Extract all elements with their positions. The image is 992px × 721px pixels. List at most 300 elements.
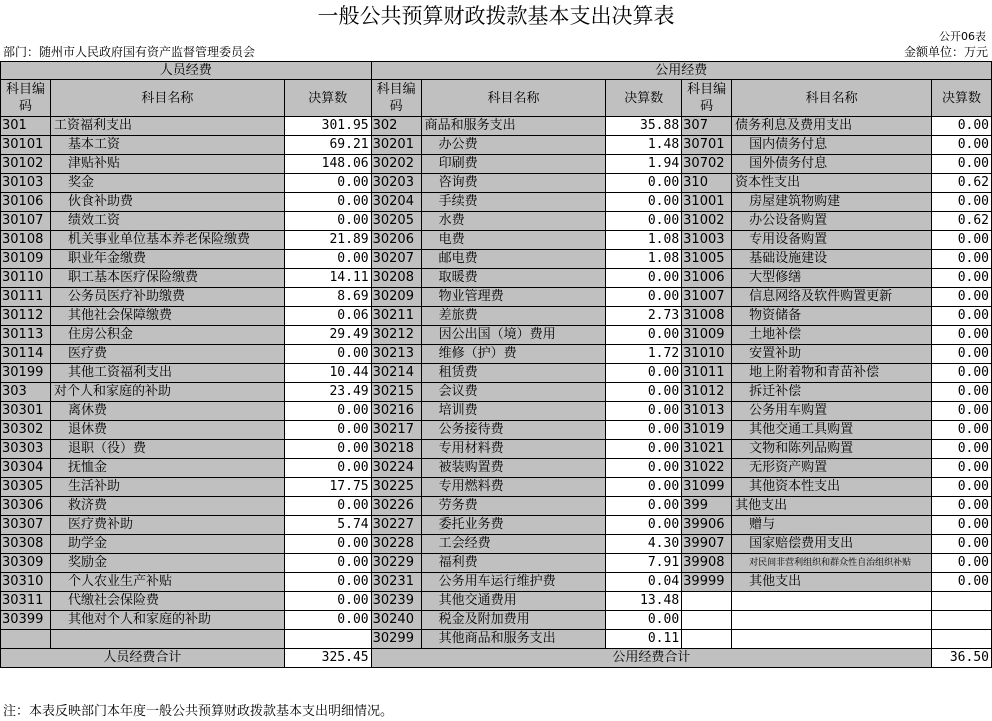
subject-name: 因公出国（境）费用 bbox=[421, 326, 606, 345]
amount-value: 0.00 bbox=[932, 288, 992, 307]
amount-value: 1.48 bbox=[606, 136, 682, 155]
subject-code: 30701 bbox=[682, 136, 732, 155]
subject-code: 30227 bbox=[371, 516, 421, 535]
amount-value: 148.06 bbox=[284, 155, 371, 174]
subject-code: 30240 bbox=[371, 611, 421, 630]
subject-code: 31022 bbox=[682, 459, 732, 478]
amount-value: 0.00 bbox=[932, 573, 992, 592]
subject-code: 31008 bbox=[682, 307, 732, 326]
amount-value: 0.00 bbox=[284, 611, 371, 630]
table-row bbox=[1, 383, 992, 402]
amount-value bbox=[932, 630, 992, 649]
name-header: 科目名称 bbox=[421, 80, 606, 117]
subject-code: 30211 bbox=[371, 307, 421, 326]
subject-code: 30301 bbox=[1, 402, 51, 421]
amount-value: 0.00 bbox=[606, 497, 682, 516]
table-row bbox=[1, 573, 992, 592]
table-row bbox=[1, 136, 992, 155]
amount-value: 0.00 bbox=[284, 440, 371, 459]
subject-code: 30103 bbox=[1, 174, 51, 193]
amount-value: 0.00 bbox=[606, 364, 682, 383]
subject-name: 其他工资福利支出 bbox=[50, 364, 284, 383]
amount-value: 0.00 bbox=[932, 554, 992, 573]
subject-code bbox=[682, 611, 732, 630]
subject-name: 工资福利支出 bbox=[50, 117, 284, 136]
subject-name: 拆迁补偿 bbox=[732, 383, 932, 402]
subject-code: 301 bbox=[1, 117, 51, 136]
subject-name: 信息网络及软件购置更新 bbox=[732, 288, 932, 307]
subject-name: 助学金 bbox=[50, 535, 284, 554]
subject-name: 资本性支出 bbox=[732, 174, 932, 193]
amount-value: 0.11 bbox=[606, 630, 682, 649]
subject-name: 其他支出 bbox=[732, 573, 932, 592]
form-code: 公开06表 bbox=[939, 30, 986, 43]
table-row bbox=[1, 155, 992, 174]
subject-code: 30202 bbox=[371, 155, 421, 174]
amount-value: 0.00 bbox=[932, 421, 992, 440]
subject-code: 31002 bbox=[682, 212, 732, 231]
amount-header: 决算数 bbox=[284, 80, 371, 117]
subject-code: 30216 bbox=[371, 402, 421, 421]
subject-name: 其他交通费用 bbox=[421, 592, 606, 611]
subject-code: 30205 bbox=[371, 212, 421, 231]
subject-name bbox=[732, 630, 932, 649]
subject-name: 救济费 bbox=[50, 497, 284, 516]
amount-value: 0.00 bbox=[932, 345, 992, 364]
subject-code: 303 bbox=[1, 383, 51, 402]
amount-value: 0.00 bbox=[932, 193, 992, 212]
amount-value: 0.06 bbox=[284, 307, 371, 326]
subject-code: 30305 bbox=[1, 478, 51, 497]
unit-label: 金额单位：万元 bbox=[903, 45, 988, 59]
amount-value: 1.08 bbox=[606, 231, 682, 250]
amount-value: 1.94 bbox=[606, 155, 682, 174]
subject-code: 30306 bbox=[1, 497, 51, 516]
subject-name: 土地补偿 bbox=[732, 326, 932, 345]
subject-name bbox=[732, 611, 932, 630]
amount-value: 35.88 bbox=[606, 117, 682, 136]
subject-code: 31011 bbox=[682, 364, 732, 383]
subject-code: 30224 bbox=[371, 459, 421, 478]
amount-value: 0.00 bbox=[932, 364, 992, 383]
subject-name: 机关事业单位基本养老保险缴费 bbox=[50, 231, 284, 250]
subject-code: 30215 bbox=[371, 383, 421, 402]
amount-value: 0.00 bbox=[606, 212, 682, 231]
amount-value: 0.00 bbox=[606, 174, 682, 193]
subject-name: 个人农业生产补贴 bbox=[50, 573, 284, 592]
amount-value: 0.00 bbox=[284, 459, 371, 478]
amount-value: 17.75 bbox=[284, 478, 371, 497]
table-row bbox=[1, 250, 992, 269]
amount-value: 0.00 bbox=[606, 383, 682, 402]
subject-code bbox=[682, 592, 732, 611]
amount-value: 0.62 bbox=[932, 174, 992, 193]
subject-code: 30107 bbox=[1, 212, 51, 231]
subject-code: 30225 bbox=[371, 478, 421, 497]
amount-value: 0.00 bbox=[606, 288, 682, 307]
subject-name: 退职（役）费 bbox=[50, 440, 284, 459]
table-row bbox=[1, 212, 992, 231]
subject-code: 30111 bbox=[1, 288, 51, 307]
subject-code: 31010 bbox=[682, 345, 732, 364]
amount-value: 1.72 bbox=[606, 345, 682, 364]
table-row bbox=[1, 174, 992, 193]
subject-code: 30213 bbox=[371, 345, 421, 364]
subject-code: 30309 bbox=[1, 554, 51, 573]
table-row bbox=[1, 288, 992, 307]
subject-code: 31019 bbox=[682, 421, 732, 440]
subject-name: 专用设备购置 bbox=[732, 231, 932, 250]
subject-code bbox=[682, 630, 732, 649]
subject-name: 商品和服务支出 bbox=[421, 117, 606, 136]
amount-value: 0.00 bbox=[932, 136, 992, 155]
amount-value: 0.00 bbox=[284, 535, 371, 554]
amount-header: 决算数 bbox=[932, 80, 992, 117]
code-header: 科目编码 bbox=[682, 80, 732, 117]
subject-name: 培训费 bbox=[421, 402, 606, 421]
table-row bbox=[1, 630, 992, 649]
table-row bbox=[1, 345, 992, 364]
subject-code: 30207 bbox=[371, 250, 421, 269]
subject-name: 其他社会保障缴费 bbox=[50, 307, 284, 326]
subject-name: 职业年金缴费 bbox=[50, 250, 284, 269]
subject-name: 租赁费 bbox=[421, 364, 606, 383]
subject-name: 国家赔偿费用支出 bbox=[732, 535, 932, 554]
subject-name: 对个人和家庭的补助 bbox=[50, 383, 284, 402]
subject-code: 30231 bbox=[371, 573, 421, 592]
amount-value: 0.00 bbox=[284, 402, 371, 421]
amount-value: 0.00 bbox=[606, 193, 682, 212]
amount-value: 0.00 bbox=[932, 155, 992, 174]
subject-code: 30228 bbox=[371, 535, 421, 554]
department-label: 部门：随州市人民政府国有资产监督管理委员会 bbox=[3, 45, 256, 59]
subject-name: 印刷费 bbox=[421, 155, 606, 174]
amount-value: 0.62 bbox=[932, 212, 992, 231]
amount-value: 0.00 bbox=[932, 117, 992, 136]
amount-value: 0.00 bbox=[932, 459, 992, 478]
amount-value: 0.00 bbox=[606, 440, 682, 459]
table-row bbox=[1, 269, 992, 288]
subject-code: 30204 bbox=[371, 193, 421, 212]
subject-code: 30226 bbox=[371, 497, 421, 516]
subject-name: 其他支出 bbox=[732, 497, 932, 516]
subject-name: 奖励金 bbox=[50, 554, 284, 573]
amount-value: 14.11 bbox=[284, 269, 371, 288]
amount-value: 69.21 bbox=[284, 136, 371, 155]
subject-name: 公务用车运行维护费 bbox=[421, 573, 606, 592]
subject-code: 30208 bbox=[371, 269, 421, 288]
amount-value: 0.00 bbox=[606, 516, 682, 535]
table-row bbox=[1, 193, 992, 212]
totals-row bbox=[1, 649, 992, 668]
subject-code: 39906 bbox=[682, 516, 732, 535]
amount-value: 0.00 bbox=[606, 402, 682, 421]
amount-value: 0.00 bbox=[932, 269, 992, 288]
subject-name: 物业管理费 bbox=[421, 288, 606, 307]
subject-name: 退休费 bbox=[50, 421, 284, 440]
amount-header: 决算数 bbox=[606, 80, 682, 117]
expenditure-table bbox=[0, 61, 992, 668]
subject-name: 绩效工资 bbox=[50, 212, 284, 231]
name-header: 科目名称 bbox=[732, 80, 932, 117]
table-row bbox=[1, 478, 992, 497]
amount-value: 0.00 bbox=[932, 535, 992, 554]
subject-name: 其他交通工具购置 bbox=[732, 421, 932, 440]
amount-value: 10.44 bbox=[284, 364, 371, 383]
subject-code: 31007 bbox=[682, 288, 732, 307]
subject-name: 手续费 bbox=[421, 193, 606, 212]
subject-code: 31099 bbox=[682, 478, 732, 497]
table-row bbox=[1, 307, 992, 326]
subject-name: 税金及附加费用 bbox=[421, 611, 606, 630]
amount-value: 0.00 bbox=[284, 212, 371, 231]
amount-value: 8.69 bbox=[284, 288, 371, 307]
subject-name: 住房公积金 bbox=[50, 326, 284, 345]
subject-name: 其他对个人和家庭的补助 bbox=[50, 611, 284, 630]
subject-name: 生活补助 bbox=[50, 478, 284, 497]
amount-value: 1.08 bbox=[606, 250, 682, 269]
subject-name: 电费 bbox=[421, 231, 606, 250]
subject-code: 30108 bbox=[1, 231, 51, 250]
subject-name: 其他资本性支出 bbox=[732, 478, 932, 497]
subject-code: 30303 bbox=[1, 440, 51, 459]
subject-name: 医疗费 bbox=[50, 345, 284, 364]
amount-value: 0.00 bbox=[284, 573, 371, 592]
subject-name: 职工基本医疗保险缴费 bbox=[50, 269, 284, 288]
subject-code: 30310 bbox=[1, 573, 51, 592]
table-row bbox=[1, 421, 992, 440]
subject-code: 30239 bbox=[371, 592, 421, 611]
amount-value: 0.00 bbox=[284, 497, 371, 516]
amount-value: 0.00 bbox=[284, 174, 371, 193]
subject-code: 30399 bbox=[1, 611, 51, 630]
amount-value: 0.00 bbox=[932, 383, 992, 402]
subject-code: 30110 bbox=[1, 269, 51, 288]
amount-value: 0.00 bbox=[932, 497, 992, 516]
subject-name: 被装购置费 bbox=[421, 459, 606, 478]
amount-value: 0.00 bbox=[932, 231, 992, 250]
subject-code: 30114 bbox=[1, 345, 51, 364]
amount-value: 0.00 bbox=[932, 478, 992, 497]
subject-code: 30212 bbox=[371, 326, 421, 345]
amount-value: 0.00 bbox=[606, 478, 682, 497]
subject-code: 30106 bbox=[1, 193, 51, 212]
amount-value: 0.00 bbox=[606, 326, 682, 345]
table-row bbox=[1, 117, 992, 136]
subject-name: 地上附着物和青苗补偿 bbox=[732, 364, 932, 383]
subject-name: 工会经费 bbox=[421, 535, 606, 554]
subject-code: 310 bbox=[682, 174, 732, 193]
name-header: 科目名称 bbox=[50, 80, 284, 117]
public-header: 公用经费 bbox=[371, 62, 991, 80]
amount-value: 0.00 bbox=[284, 250, 371, 269]
amount-value: 13.48 bbox=[606, 592, 682, 611]
subject-code: 30214 bbox=[371, 364, 421, 383]
amount-value: 0.00 bbox=[932, 402, 992, 421]
table-row bbox=[1, 611, 992, 630]
table-row bbox=[1, 554, 992, 573]
code-header: 科目编码 bbox=[371, 80, 421, 117]
public-total-value: 36.50 bbox=[932, 649, 992, 668]
subject-code: 39908 bbox=[682, 554, 732, 573]
subject-name: 医疗费补助 bbox=[50, 516, 284, 535]
amount-value: 0.00 bbox=[606, 611, 682, 630]
subject-code: 30307 bbox=[1, 516, 51, 535]
subject-code: 31003 bbox=[682, 231, 732, 250]
amount-value: 0.00 bbox=[284, 345, 371, 364]
subject-name: 公务用车购置 bbox=[732, 402, 932, 421]
subject-name: 赠与 bbox=[732, 516, 932, 535]
table-row bbox=[1, 535, 992, 554]
table-row bbox=[1, 402, 992, 421]
public-total-label: 公用经费合计 bbox=[371, 649, 931, 668]
subject-name: 福利费 bbox=[421, 554, 606, 573]
code-header: 科目编码 bbox=[1, 80, 51, 117]
subject-name: 专用材料费 bbox=[421, 440, 606, 459]
personnel-total-label: 人员经费合计 bbox=[1, 649, 285, 668]
amount-value: 0.00 bbox=[284, 554, 371, 573]
subject-code: 302 bbox=[371, 117, 421, 136]
subject-code: 31006 bbox=[682, 269, 732, 288]
subject-code: 30206 bbox=[371, 231, 421, 250]
subject-code: 30113 bbox=[1, 326, 51, 345]
subject-name: 奖金 bbox=[50, 174, 284, 193]
subject-name: 差旅费 bbox=[421, 307, 606, 326]
subject-code: 31009 bbox=[682, 326, 732, 345]
subject-name: 无形资产购置 bbox=[732, 459, 932, 478]
amount-value: 0.00 bbox=[932, 326, 992, 345]
subject-code: 30199 bbox=[1, 364, 51, 383]
subject-name: 劳务费 bbox=[421, 497, 606, 516]
subject-code: 31005 bbox=[682, 250, 732, 269]
table-row bbox=[1, 326, 992, 345]
amount-value: 23.49 bbox=[284, 383, 371, 402]
amount-value: 301.95 bbox=[284, 117, 371, 136]
amount-value: 0.00 bbox=[284, 421, 371, 440]
subject-name: 水费 bbox=[421, 212, 606, 231]
subject-name: 公务员医疗补助缴费 bbox=[50, 288, 284, 307]
subject-code: 30203 bbox=[371, 174, 421, 193]
amount-value bbox=[932, 592, 992, 611]
subject-name bbox=[732, 592, 932, 611]
amount-value: 29.49 bbox=[284, 326, 371, 345]
subject-name: 国内债务付息 bbox=[732, 136, 932, 155]
subject-name: 邮电费 bbox=[421, 250, 606, 269]
subject-name: 基础设施建设 bbox=[732, 250, 932, 269]
personnel-total-value: 325.45 bbox=[284, 649, 371, 668]
subject-name: 对民间非营利组织和群众性自治组织补贴 bbox=[732, 554, 932, 573]
amount-value bbox=[932, 611, 992, 630]
subject-name bbox=[50, 630, 284, 649]
table-row bbox=[1, 592, 992, 611]
footnote: 注：本表反映部门本年度一般公共预算财政拨款基本支出明细情况。 bbox=[3, 704, 394, 719]
subject-name: 维修（护）费 bbox=[421, 345, 606, 364]
amount-value: 0.00 bbox=[932, 250, 992, 269]
subject-code: 30229 bbox=[371, 554, 421, 573]
table-row bbox=[1, 364, 992, 383]
subject-name: 离休费 bbox=[50, 402, 284, 421]
amount-value: 21.89 bbox=[284, 231, 371, 250]
subject-code bbox=[1, 630, 51, 649]
subject-name: 债务利息及费用支出 bbox=[732, 117, 932, 136]
subject-code: 30308 bbox=[1, 535, 51, 554]
subject-name: 办公费 bbox=[421, 136, 606, 155]
amount-value: 4.30 bbox=[606, 535, 682, 554]
subject-name: 伙食补助费 bbox=[50, 193, 284, 212]
table-row bbox=[1, 440, 992, 459]
subject-code: 30102 bbox=[1, 155, 51, 174]
subject-code: 39999 bbox=[682, 573, 732, 592]
subject-code: 39907 bbox=[682, 535, 732, 554]
subject-code: 30217 bbox=[371, 421, 421, 440]
subject-code: 30302 bbox=[1, 421, 51, 440]
subject-name: 办公设备购置 bbox=[732, 212, 932, 231]
subject-code: 30702 bbox=[682, 155, 732, 174]
subject-name: 抚恤金 bbox=[50, 459, 284, 478]
subject-name: 安置补助 bbox=[732, 345, 932, 364]
amount-value: 0.00 bbox=[284, 592, 371, 611]
subject-code: 30201 bbox=[371, 136, 421, 155]
page-title: 一般公共预算财政拨款基本支出决算表 bbox=[317, 4, 675, 28]
subject-name: 代缴社会保险费 bbox=[50, 592, 284, 611]
subject-code: 399 bbox=[682, 497, 732, 516]
amount-value bbox=[284, 630, 371, 649]
subject-code: 31013 bbox=[682, 402, 732, 421]
amount-value: 2.73 bbox=[606, 307, 682, 326]
subject-code: 30101 bbox=[1, 136, 51, 155]
amount-value: 5.74 bbox=[284, 516, 371, 535]
subject-name: 专用燃料费 bbox=[421, 478, 606, 497]
subject-code: 31001 bbox=[682, 193, 732, 212]
amount-value: 0.00 bbox=[932, 440, 992, 459]
subject-name: 基本工资 bbox=[50, 136, 284, 155]
subject-name: 取暖费 bbox=[421, 269, 606, 288]
amount-value: 0.00 bbox=[932, 516, 992, 535]
subject-code: 30304 bbox=[1, 459, 51, 478]
subject-name: 物资储备 bbox=[732, 307, 932, 326]
subject-code: 31021 bbox=[682, 440, 732, 459]
personnel-header: 人员经费 bbox=[1, 62, 372, 80]
amount-value: 0.00 bbox=[284, 193, 371, 212]
subject-code: 30299 bbox=[371, 630, 421, 649]
table-row bbox=[1, 459, 992, 478]
amount-value: 0.00 bbox=[932, 307, 992, 326]
table-row bbox=[1, 497, 992, 516]
table-row bbox=[1, 516, 992, 535]
subject-name: 大型修缮 bbox=[732, 269, 932, 288]
subject-code: 31012 bbox=[682, 383, 732, 402]
subject-code: 30112 bbox=[1, 307, 51, 326]
subject-code: 307 bbox=[682, 117, 732, 136]
amount-value: 7.91 bbox=[606, 554, 682, 573]
subject-name: 公务接待费 bbox=[421, 421, 606, 440]
subject-name: 房屋建筑物购建 bbox=[732, 193, 932, 212]
subject-name: 其他商品和服务支出 bbox=[421, 630, 606, 649]
subject-code: 30311 bbox=[1, 592, 51, 611]
subject-name: 委托业务费 bbox=[421, 516, 606, 535]
subject-name: 国外债务付息 bbox=[732, 155, 932, 174]
subject-code: 30218 bbox=[371, 440, 421, 459]
table-row bbox=[1, 231, 992, 250]
amount-value: 0.00 bbox=[606, 459, 682, 478]
subject-name: 津贴补贴 bbox=[50, 155, 284, 174]
amount-value: 0.00 bbox=[606, 269, 682, 288]
subject-name: 咨询费 bbox=[421, 174, 606, 193]
amount-value: 0.00 bbox=[606, 421, 682, 440]
subject-name: 会议费 bbox=[421, 383, 606, 402]
amount-value: 0.04 bbox=[606, 573, 682, 592]
subject-name: 文物和陈列品购置 bbox=[732, 440, 932, 459]
